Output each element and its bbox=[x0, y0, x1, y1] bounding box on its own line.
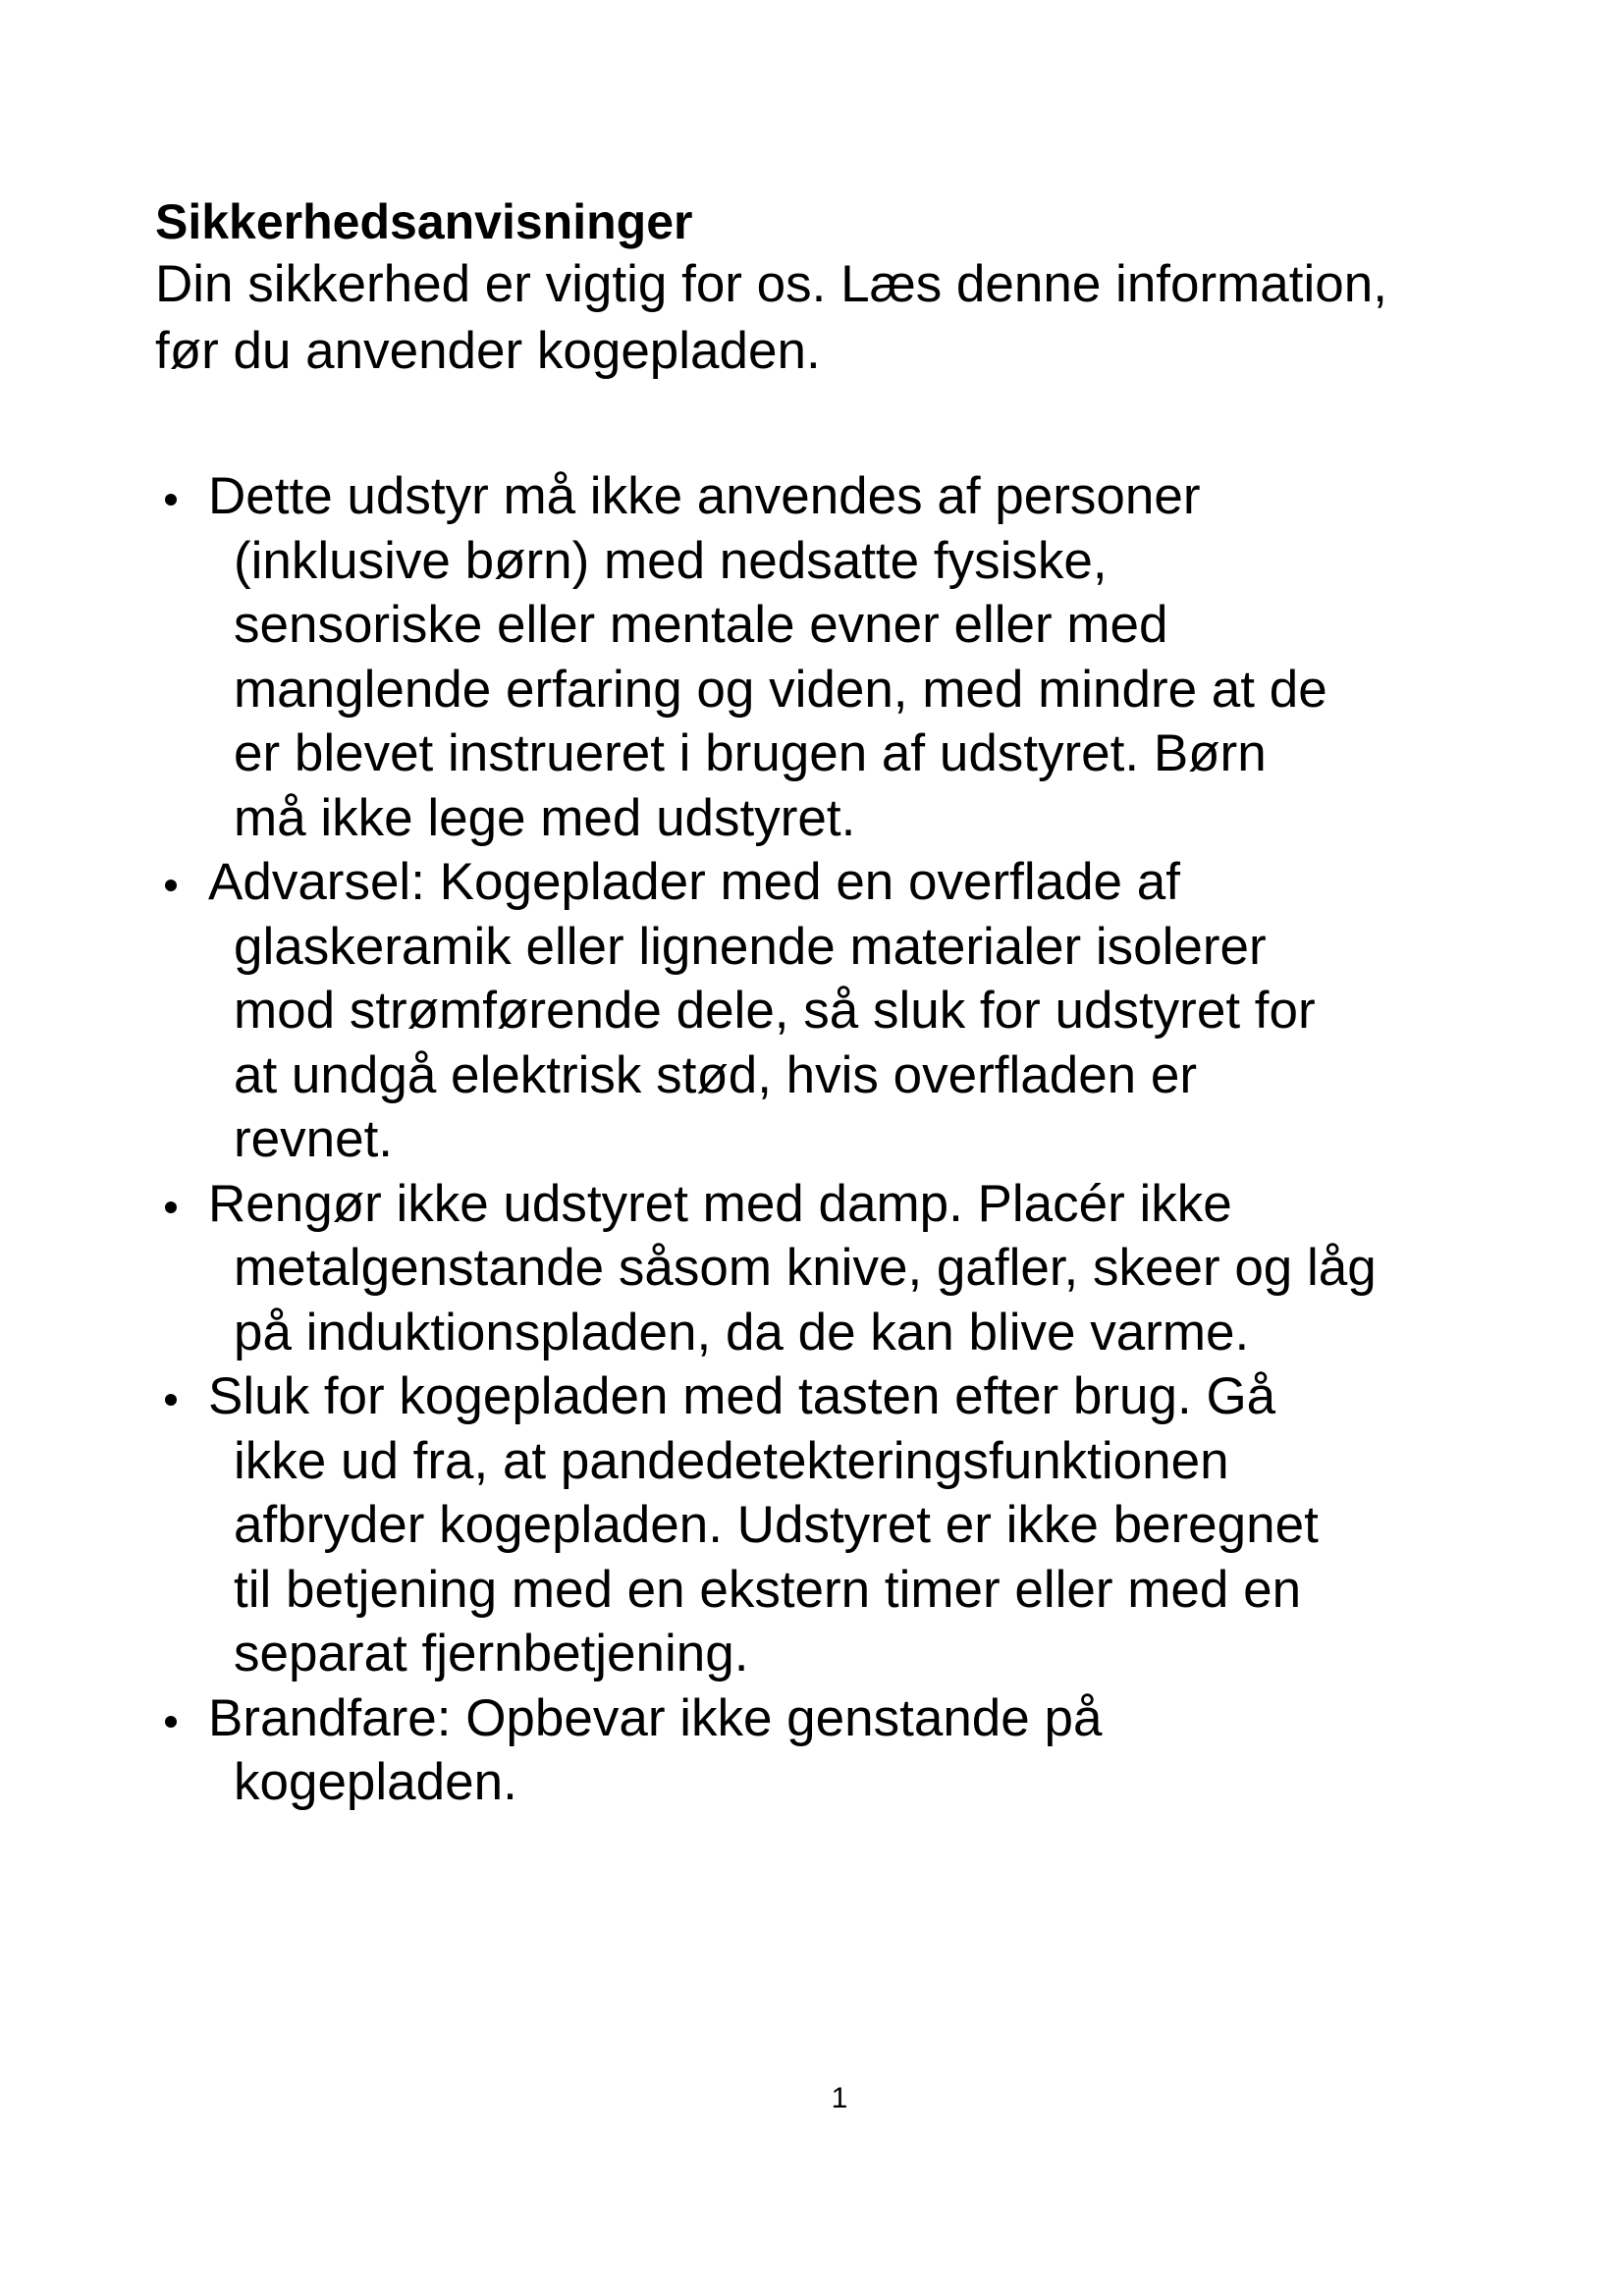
safety-item-line: ikke ud fra, at pandedetekteringsfunktionen bbox=[234, 1431, 1229, 1490]
bullet-icon bbox=[165, 1394, 177, 1406]
safety-item-line: metalgenstande såsom knive, gafler, skeer og låg bbox=[234, 1239, 1377, 1297]
safety-item-line: separat fjernbetjening. bbox=[234, 1625, 749, 1682]
safety-item bbox=[155, 464, 1549, 850]
safety-item-line: Dette udstyr må ikke anvendes af personer bbox=[208, 467, 1201, 525]
intro-line: før du anvender kogepladen. bbox=[155, 322, 821, 380]
bullet-icon bbox=[165, 880, 177, 891]
safety-item-line: (inklusive børn) med nedsatte fysiske, bbox=[234, 531, 1108, 590]
safety-item-line: til betjening med en ekstern timer eller med en bbox=[234, 1560, 1302, 1619]
safety-list bbox=[155, 464, 1549, 1815]
safety-item-line: revnet. bbox=[234, 1110, 394, 1168]
safety-item-line: at undgå elektrisk stød, hvis overfladen er bbox=[234, 1045, 1197, 1104]
safety-item-line: kogepladen. bbox=[234, 1753, 517, 1811]
section-title: Sikkerhedsanvisninger bbox=[155, 194, 693, 249]
safety-item-line: manglende erfaring og viden, med mindre at de bbox=[234, 660, 1327, 719]
safety-item bbox=[155, 1172, 1549, 1365]
safety-item-line: glaskeramik eller lignende materialer isolerer bbox=[234, 917, 1267, 976]
safety-item-line: sensoriske eller mentale evner eller med bbox=[234, 596, 1168, 654]
bullet-icon bbox=[165, 494, 177, 506]
safety-item bbox=[155, 1686, 1549, 1815]
safety-item-line: Advarsel: Kogeplader med en overflade af bbox=[208, 853, 1180, 911]
bullet-icon bbox=[165, 1716, 177, 1728]
safety-item bbox=[155, 850, 1549, 1172]
safety-item-line: afbryder kogepladen. Udstyret er ikke beregnet bbox=[234, 1496, 1319, 1554]
safety-item bbox=[155, 1364, 1549, 1686]
safety-item-line: på induktionspladen, da de kan blive varme. bbox=[234, 1303, 1250, 1362]
page-number: 1 bbox=[831, 2082, 848, 2114]
safety-item-line: må ikke lege med udstyret. bbox=[234, 788, 856, 847]
intro-paragraph bbox=[155, 251, 1530, 385]
safety-item-line: Sluk for kogepladen med tasten efter brug. Gå bbox=[208, 1367, 1276, 1425]
safety-item-line: er blevet instrueret i brugen af udstyret. Børn bbox=[234, 724, 1267, 782]
bullet-icon bbox=[165, 1201, 177, 1213]
safety-item-line: Brandfare: Opbevar ikke genstande på bbox=[208, 1688, 1103, 1747]
safety-item-line: mod strømførende dele, så sluk for udstyret for bbox=[234, 982, 1316, 1040]
safety-item-line: Rengør ikke udstyret med damp. Placér ikke bbox=[208, 1174, 1232, 1233]
intro-line: Din sikkerhed er vigtig for os. Læs denne information, bbox=[155, 255, 1387, 313]
